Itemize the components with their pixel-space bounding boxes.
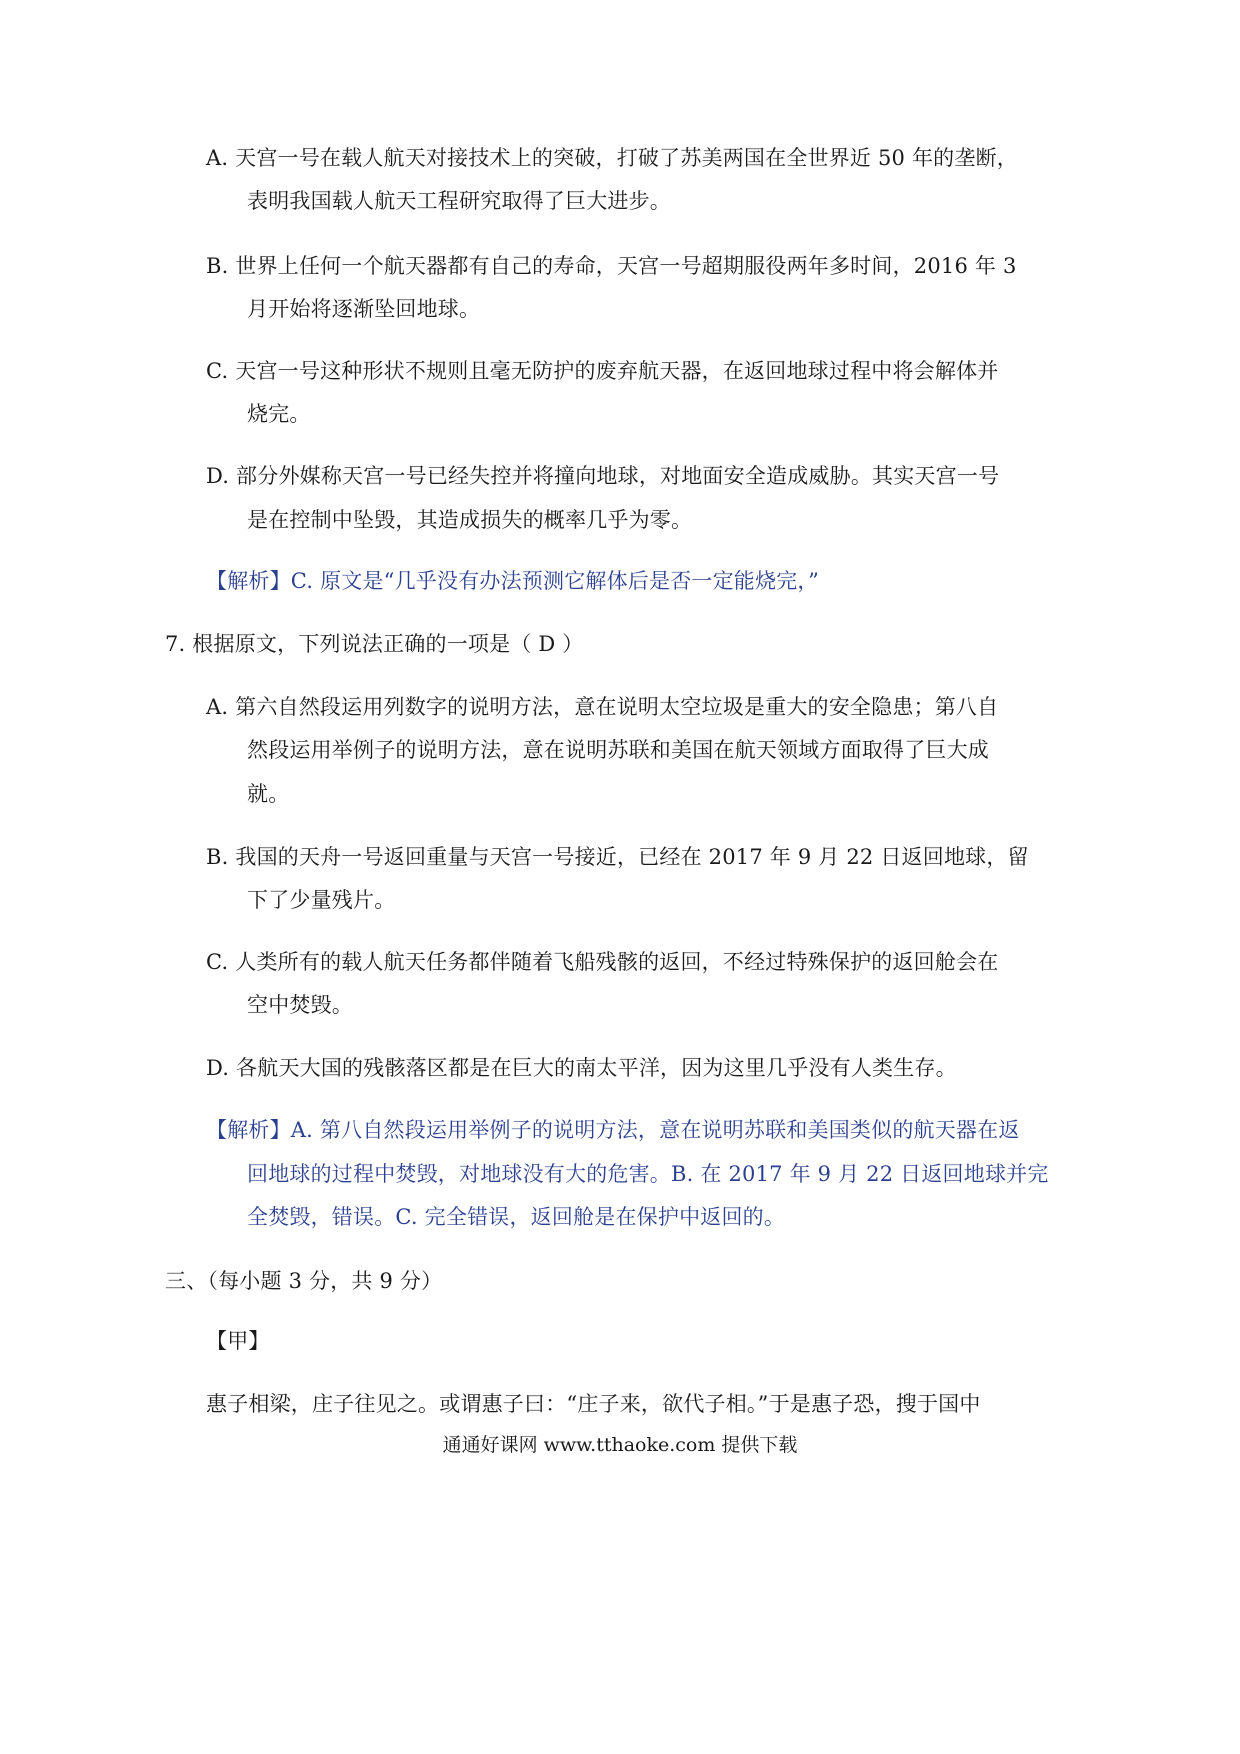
q6-option-c-line-2: 烧完。: [247, 402, 311, 426]
q7-option-c-line-1: C. 人类所有的载人航天任务都伴随着飞船残骸的返回，不经过特殊保护的返回舱会在: [206, 950, 999, 974]
page-footer: 通通好课网 www.tthaoke.com 提供下载: [442, 1434, 798, 1456]
q6-option-a-line-1: A. 天宫一号在载人航天对接技术上的突破，打破了苏美两国在全世界近 50 年的垄断，: [206, 146, 1018, 170]
q7-option-b-line-1: B. 我国的天舟一号返回重量与天宫一号接近，已经在 2017 年 9 月 22 日返回地球，留: [206, 845, 1029, 869]
section-3-heading: 三、（每小题 3 分，共 9 分）: [165, 1269, 443, 1293]
q6-option-a-line-2: 表明我国载人航天工程研究取得了巨大进步。: [247, 189, 671, 213]
q7-analysis-line-1: 【解析】A. 第八自然段运用举例子的说明方法，意在说明苏联和美国类似的航天器在返: [206, 1118, 1020, 1142]
q7-option-d-line-1: D. 各航天大国的残骸落区都是在巨大的南太平洋，因为这里几乎没有人类生存。: [206, 1056, 957, 1080]
q7-question: 7. 根据原文，下列说法正确的一项是（ D ）: [165, 632, 584, 656]
q7-option-b-line-2: 下了少量残片。: [247, 888, 396, 912]
q6-option-b-line-1: B. 世界上任何一个航天器都有自己的寿命，天宫一号超期服役两年多时间，2016 年 3: [206, 254, 1017, 278]
section-3-text-line-1: 惠子相梁，庄子往见之。或谓惠子曰：“庄子来，欲代子相。”于是惠子恐，搜于国中: [206, 1392, 981, 1416]
q7-option-c-line-2: 空中焚毁。: [247, 993, 353, 1017]
q6-option-c-line-1: C. 天宫一号这种形状不规则且毫无防护的废弃航天器，在返回地球过程中将会解体并: [206, 359, 999, 383]
q6-option-d-line-1: D. 部分外媒称天宫一号已经失控并将撞向地球，对地面安全造成威胁。其实天宫一号: [206, 464, 1000, 488]
q7-analysis-line-2: 回地球的过程中焚毁，对地球没有大的危害。B. 在 2017 年 9 月 22 日返回地球并完: [247, 1162, 1049, 1186]
q6-analysis: 【解析】C. 原文是“几乎没有办法预测它解体后是否一定能烧完，”: [206, 569, 820, 593]
q7-option-a-line-2: 然段运用举例子的说明方法，意在说明苏联和美国在航天领域方面取得了巨大成: [247, 738, 989, 762]
q7-analysis-line-3: 全焚毁，错误。C. 完全错误，返回舱是在保护中返回的。: [247, 1205, 786, 1229]
section-3-subheading: 【甲】: [206, 1329, 270, 1353]
q7-option-a-line-3: 就。: [247, 782, 290, 806]
q6-option-d-line-2: 是在控制中坠毁，其造成损失的概率几乎为零。: [247, 508, 693, 532]
q6-option-b-line-2: 月开始将逐渐坠回地球。: [247, 297, 481, 321]
q7-option-a-line-1: A. 第六自然段运用列数字的说明方法，意在说明太空垃圾是重大的安全隐患；第八自: [206, 695, 999, 719]
